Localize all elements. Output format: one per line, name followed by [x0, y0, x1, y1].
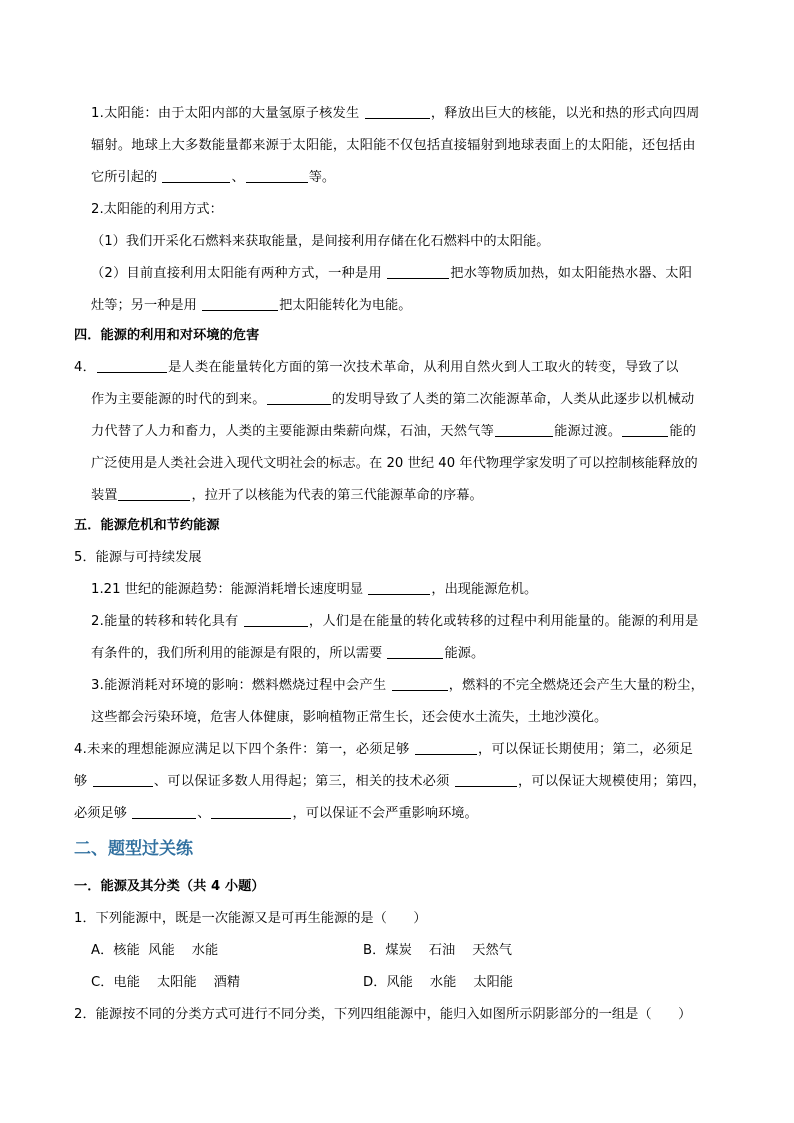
sustain-line-8: 必须足够 、 ，可以保证不会严重影响环境。	[74, 806, 478, 821]
energy-line-4: 广泛使用是人类社会进入现代文明社会的标志。在 20 世纪 40 年代物理学家发明了可以控制核能释放的	[91, 456, 698, 471]
sustain-line-7: 够 、可以保证多数人用得起；第三，相关的技术必须 ，可以保证大规模使用；第四，	[74, 774, 707, 789]
question-1-option-d[interactable]: D．风能 水能 太阳能	[363, 975, 514, 990]
energy-line-2: 作为主要能源的时代的到来。 的发明导致了人类的第二次能源革命，人类从此逐步以机械动	[91, 392, 695, 407]
heading-five: 五．能源危机和节约能源	[74, 518, 220, 533]
solar-line-1: 1.太阳能：由于太阳内部的大量氢原子核发生 ，释放出巨大的核能，以光和热的形式向四周	[91, 106, 700, 121]
sustain-line-5: 这些都会污染环境，危害人体健康，影响植物正常生长，还会使水土流失，土地沙漠化。	[91, 710, 608, 725]
sustain-line-1: 1.21 世纪的能源趋势：能源消耗增长速度明显 ，出现能源危机。	[91, 582, 538, 597]
question-1-stem: 1．下列能源中，既是一次能源又是可再生能源的是（ ）	[74, 911, 427, 926]
fill-blank[interactable]	[392, 677, 448, 691]
solar-line-5: （1）我们开采化石燃料来获取能量，是间接利用存储在化石燃料中的太阳能。	[91, 234, 550, 249]
question-2-stem: 2．能源按不同的分类方式可进行不同分类，下列四组能源中，能归入如图所示阴影部分的一组是（ ）	[74, 1007, 692, 1022]
sustain-line-4: 3.能源消耗对环境的影响：燃料燃烧过程中会产生 ，燃料的不完全燃烧还会产生大量的粉尘，	[91, 678, 705, 693]
fill-blank[interactable]	[387, 645, 443, 659]
heading-four: 四．能源的利用和对环境的危害	[74, 328, 260, 343]
solar-line-2: 辐射。地球上大多数能量都来源于太阳能，太阳能不仅包括直接辐射到地球表面上的太阳能，还包括由	[91, 138, 696, 153]
fill-blank[interactable]	[455, 773, 517, 787]
sustain-line-3: 有条件的，我们所利用的能源是有限的，所以需要 能源。	[91, 646, 485, 661]
question-group-heading: 一．能源及其分类（共 4 小题）	[74, 879, 265, 894]
section-two-title: 二、题型过关练	[74, 839, 193, 859]
fill-blank[interactable]	[246, 169, 308, 183]
energy-line-1: 4． 是人类在能量转化方面的第一次技术革命，从利用自然火到人工取火的转变，导致了以	[74, 360, 679, 375]
solar-line-6: （2）目前直接利用太阳能有两种方式，一种是用 把水等物质加热，如太阳能热水器、太阳	[91, 266, 693, 281]
fill-blank[interactable]	[365, 105, 430, 119]
sustain-line-0: 5．能源与可持续发展	[74, 550, 202, 565]
sustain-line-6: 4.未来的理想能源应满足以下四个条件：第一，必须足够 ，可以保证长期使用；第二，必须足	[74, 742, 694, 757]
question-1-option-c[interactable]: C．电能 太阳能 酒精	[91, 975, 241, 990]
question-1-option-b[interactable]: B．煤炭 石油 天然气	[363, 943, 512, 958]
energy-line-5: 装置 ，拉开了以核能为代表的第三代能源革命的序幕。	[91, 488, 483, 503]
fill-blank[interactable]	[93, 773, 153, 787]
solar-line-4: 2.太阳能的利用方式：	[91, 202, 223, 217]
fill-blank[interactable]	[97, 359, 167, 373]
fill-blank[interactable]	[267, 391, 331, 405]
question-1-option-a[interactable]: A．核能 风能 水能	[91, 943, 219, 958]
fill-blank[interactable]	[162, 169, 230, 183]
fill-blank[interactable]	[118, 487, 190, 501]
fill-blank[interactable]	[368, 581, 430, 595]
fill-blank[interactable]	[244, 613, 308, 627]
sustain-line-2: 2.能量的转移和转化具有 ，人们是在能量的转化或转移的过程中利用能量的。能源的利用是	[91, 614, 699, 629]
fill-blank[interactable]	[495, 423, 553, 437]
solar-line-3: 它所引起的 、 等。	[91, 170, 336, 185]
fill-blank[interactable]	[202, 297, 278, 311]
fill-blank[interactable]	[387, 265, 449, 279]
solar-line-7: 灶等；另一种是用 把太阳能转化为电能。	[91, 298, 412, 313]
fill-blank[interactable]	[132, 805, 196, 819]
energy-line-3: 力代替了人力和畜力，人类的主要能源由柴薪向煤，石油，天然气等 能源过渡。 能的	[91, 424, 697, 439]
fill-blank[interactable]	[622, 423, 668, 437]
fill-blank[interactable]	[415, 741, 477, 755]
fill-blank[interactable]	[211, 805, 291, 819]
